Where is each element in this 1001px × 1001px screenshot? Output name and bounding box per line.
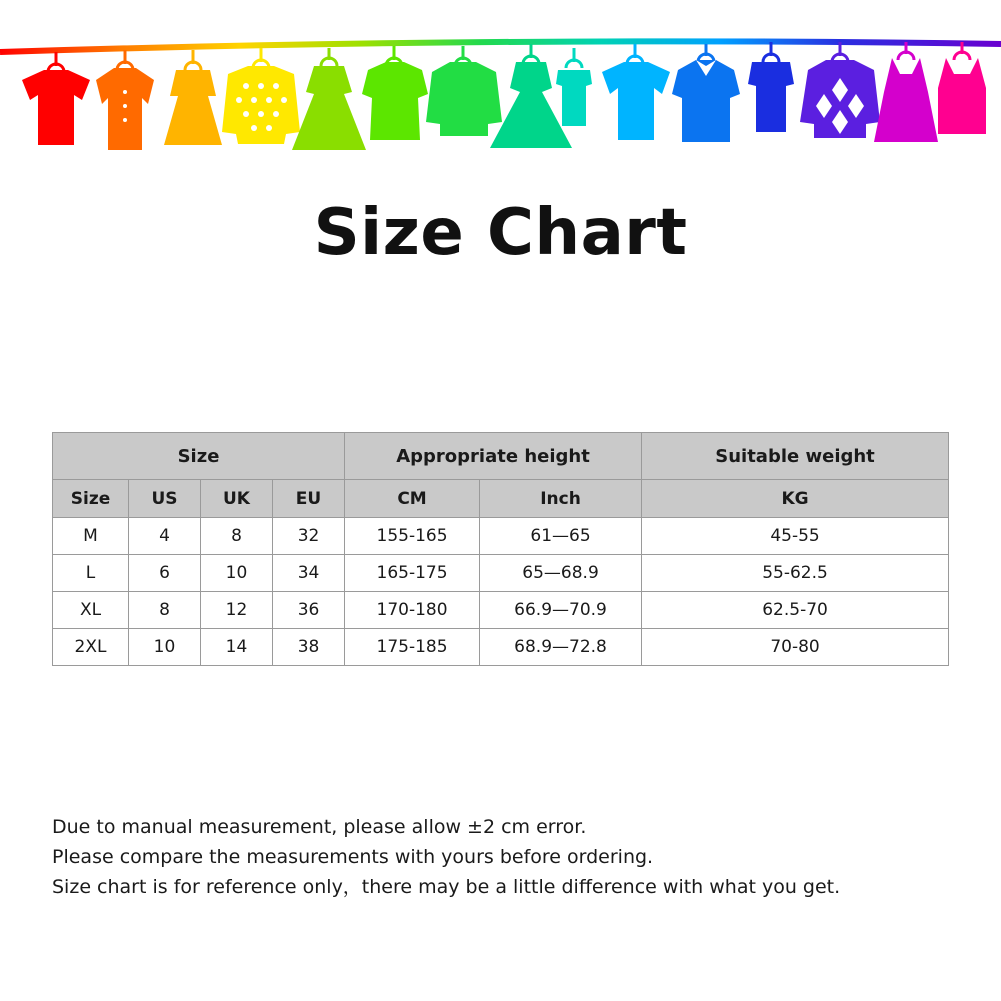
table-sub-header-row (53, 480, 949, 518)
garment-sweater-green (426, 46, 502, 136)
disclaimer-notes (52, 812, 962, 902)
garment-sweater-purple (800, 42, 880, 138)
cell-eu: 36 (273, 592, 345, 629)
note-line-1: Due to manual measurement, please allow ±2 cm error. (52, 816, 587, 838)
cell-us: 6 (129, 555, 201, 592)
table-row (53, 555, 949, 592)
table-row (53, 592, 949, 629)
garment-gown-teal (490, 44, 572, 148)
cell-size: M (53, 518, 129, 555)
note-line-3: Size chart is for reference only，there may be a little difference with what you get. (52, 876, 841, 898)
clothesline-banner (0, 0, 1001, 175)
col-header-kg: KG (642, 480, 949, 518)
garment-shirt-blue (672, 44, 740, 142)
cell-us: 4 (129, 518, 201, 555)
col-header-eu: EU (273, 480, 345, 518)
cell-inch: 68.9—72.8 (480, 629, 642, 666)
cell-uk: 8 (201, 518, 273, 555)
table-group-header-row (53, 433, 949, 480)
page-title: Size Chart (313, 196, 688, 270)
cell-eu: 38 (273, 629, 345, 666)
cell-cm: 175-185 (345, 629, 480, 666)
cell-size: L (53, 555, 129, 592)
col-header-size: Size (53, 480, 129, 518)
cell-uk: 12 (201, 592, 273, 629)
table-row (53, 518, 949, 555)
garment-tank-navy (748, 42, 794, 132)
cell-uk: 14 (201, 629, 273, 666)
garment-tshirt-red (22, 52, 90, 145)
cell-kg: 45-55 (642, 518, 949, 555)
col-header-inch: Inch (480, 480, 642, 518)
size-chart-table (52, 432, 949, 666)
garment-dress-magenta (874, 42, 938, 142)
group-header-weight: Suitable weight (642, 433, 949, 480)
cell-us: 8 (129, 592, 201, 629)
table-row (53, 629, 949, 666)
cell-us: 10 (129, 629, 201, 666)
col-header-uk: UK (201, 480, 273, 518)
size-chart-table-container (52, 432, 948, 666)
table-body (53, 518, 949, 666)
garment-dress-amber (164, 50, 222, 145)
clothes-line (0, 41, 1001, 52)
col-header-cm: CM (345, 480, 480, 518)
garment-camisole-pink (938, 42, 986, 134)
cell-kg: 62.5-70 (642, 592, 949, 629)
group-header-height: Appropriate height (345, 433, 642, 480)
garment-shirt-orange (96, 50, 154, 150)
garment-tank-cyan (556, 48, 592, 126)
garment-group (22, 42, 986, 150)
cell-uk: 10 (201, 555, 273, 592)
cell-kg: 70-80 (642, 629, 949, 666)
cell-kg: 55-62.5 (642, 555, 949, 592)
garment-blouse-green (362, 46, 428, 140)
note-line-2: Please compare the measurements with yours before ordering. (52, 846, 654, 868)
cell-cm: 165-175 (345, 555, 480, 592)
garment-sweater-yellow (222, 48, 300, 144)
garment-tshirt-blue (602, 44, 670, 140)
garment-dress-long-green (292, 48, 366, 150)
table-head (53, 433, 949, 518)
cell-cm: 155-165 (345, 518, 480, 555)
cell-inch: 61—65 (480, 518, 642, 555)
cell-cm: 170-180 (345, 592, 480, 629)
cell-eu: 32 (273, 518, 345, 555)
col-header-us: US (129, 480, 201, 518)
cell-size: 2XL (53, 629, 129, 666)
cell-size: XL (53, 592, 129, 629)
cell-inch: 65—68.9 (480, 555, 642, 592)
cell-inch: 66.9—70.9 (480, 592, 642, 629)
group-header-size: Size (53, 433, 345, 480)
cell-eu: 34 (273, 555, 345, 592)
